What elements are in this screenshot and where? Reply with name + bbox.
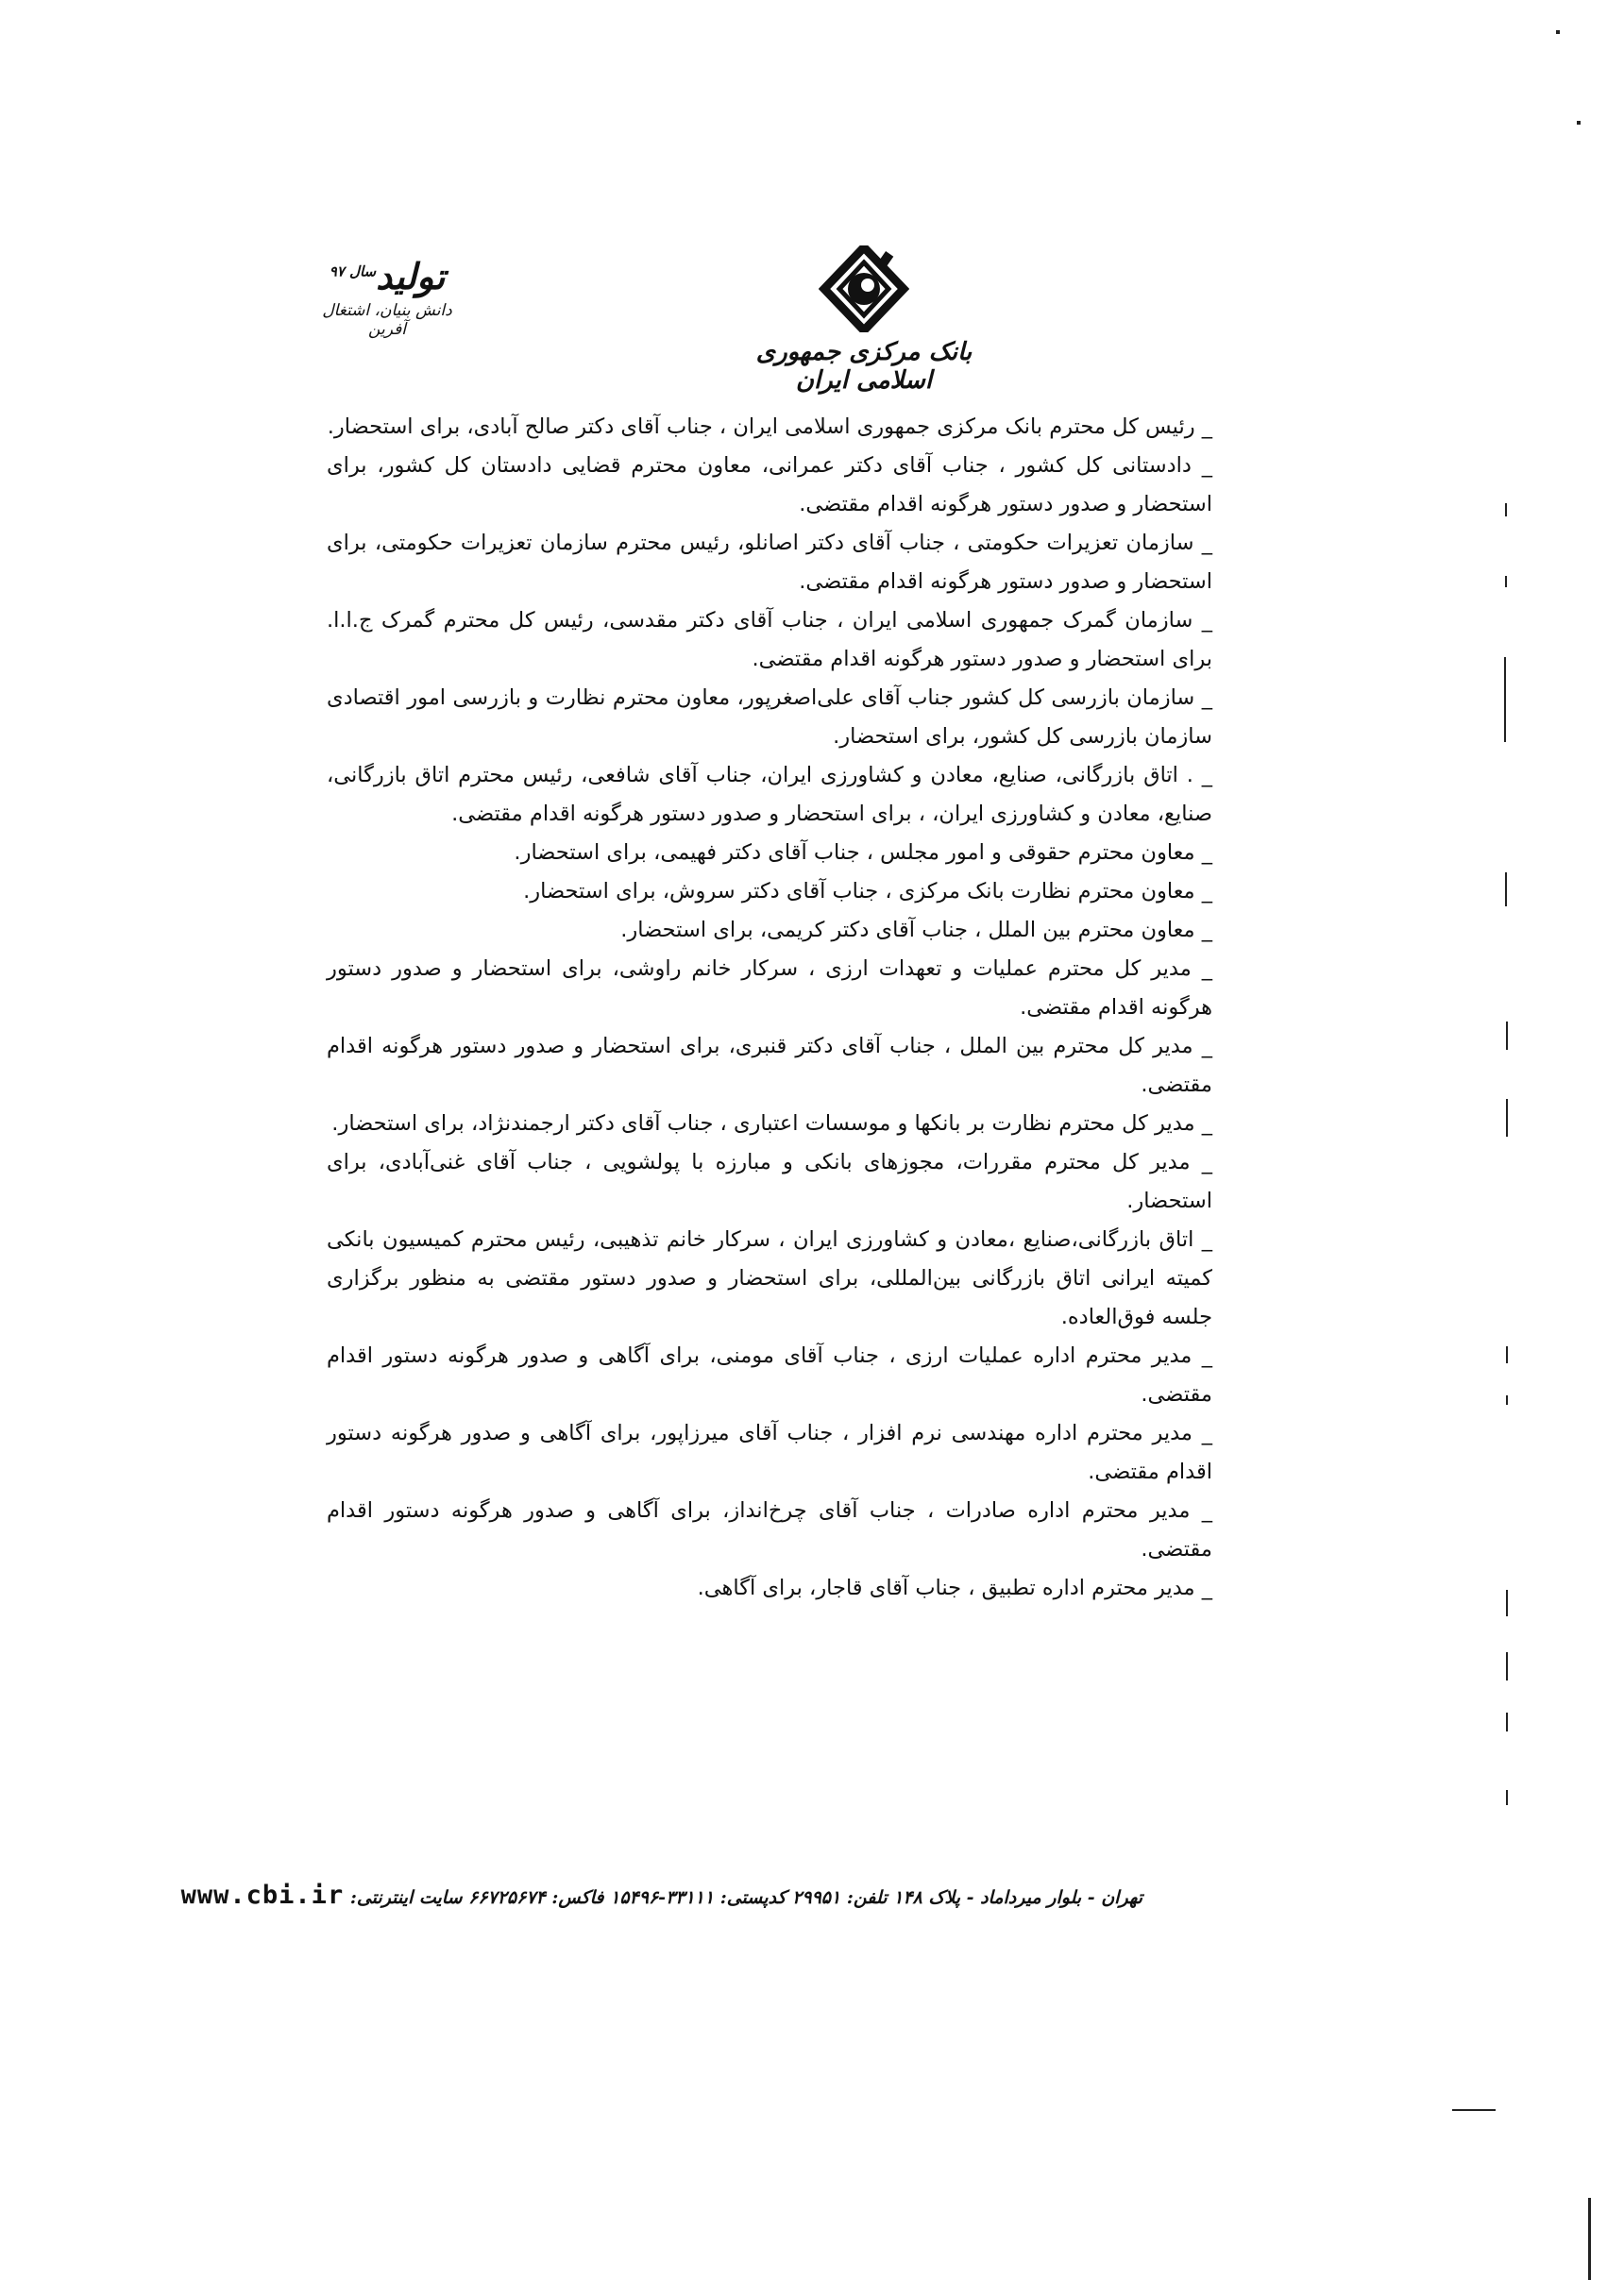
scan-mark [1506,1790,1508,1805]
list-item: _ مدیر محترم اداره عملیات ارزی ، جناب آقای مومنی، برای آگاهی و صدور هرگونه دستور اقدام مقتضی. [327,1343,1212,1407]
slogan-year: سال ۹۷ [329,262,377,280]
list-item: _ مدیر محترم اداره تطبیق ، جناب آقای قاجار، برای آگاهی. [697,1576,1212,1600]
scan-mark [1577,121,1581,125]
scan-mark [1505,872,1507,906]
scan-mark [1506,1022,1508,1050]
slogan-subtitle: دانش بنیان، اشتغال آفرین [322,301,452,339]
scan-mark [1506,1346,1508,1363]
slogan-title: تولید$^{سال ۹۷}$ [329,255,446,297]
list-item: _ اتاق بازرگانی،صنایع ،معادن و کشاورزی ایران ، سرکار خانم تذهیبی، رئیس محترم کمیسیون بانکی کمیته ایرانی اتاق بازرگانی بین‌المللی، برای استحضار و صدور دستور مقتضی به منظور برگزاری جلسه فوق‌العاده. [327,1227,1212,1329]
footer-website: www.cbi.ir [180,1881,345,1910]
letter-footer [180,1881,1142,1910]
list-item: _ مدیر محترم اداره صادرات ، جناب آقای چرخ‌انداز، برای آگاهی و صدور هرگونه دستور اقدام مقتضی. [327,1498,1212,1562]
list-item: _ رئیس کل محترم بانک مرکزی جمهوری اسلامی ایران ، جناب آقای دکتر صالح آبادی، برای استحضار. [327,414,1212,439]
scan-mark [1504,657,1506,742]
scan-mark [1506,1099,1508,1137]
list-item: _ دادستانی کل کشور ، جناب آقای دکتر عمرانی، معاون محترم قضایی دادستان کل کشور، برای استحضار و صدور دستور هرگونه اقدام مقتضی. [327,453,1212,516]
bank-emblem-icon [819,245,909,332]
scan-mark [1506,1395,1508,1405]
scan-mark [1505,576,1507,587]
list-item: _ معاون محترم حقوقی و امور مجلس ، جناب آقای دکتر فهیمی، برای استحضار. [514,840,1212,865]
list-item: _ معاون محترم نظارت بانک مرکزی ، جناب آقای دکتر سروش، برای استحضار. [523,879,1212,904]
list-item: _ مدیر کل محترم بین الملل ، جناب آقای دکتر قنبری، برای استحضار و صدور دستور هرگونه اقدام مقتضی. [327,1034,1212,1097]
bank-logo [718,245,1010,395]
list-item: _ مدیر محترم اداره مهندسی نرم افزار ، جناب آقای میرزاپور، برای آگاهی و صدور هرگونه دستور اقدام مقتضی. [327,1421,1212,1484]
list-item: _ معاون محترم بین الملل ، جناب آقای دکتر کریمی، برای استحضار. [620,918,1212,942]
list-item: _ . اتاق بازرگانی، صنایع، معادن و کشاورزی ایران، جناب آقای شافعی، رئیس محترم اتاق بازرگانی، صنایع، معادن و کشاورزی ایران، ، برای استحضار و صدور دستور هرگونه اقدام مقتضی. [327,763,1212,826]
list-item: _ مدیر کل محترم مقررات، مجوزهای بانکی و مبارزه با پولشویی ، جناب آقای غنی‌آبادی، برای استحضار. [327,1150,1212,1213]
scan-mark [1506,1652,1508,1680]
list-item: _ مدیر کل محترم عملیات و تعهدات ارزی ، سرکار خانم راوشی، برای استحضار و صدور دستور هرگونه اقدام مقتضی. [327,956,1212,1020]
list-item: _ سازمان گمرک جمهوری اسلامی ایران ، جناب آقای دکتر مقدسی، رئیس کل محترم گمرک ج.ا.ا. برای استحضار و صدور دستور هرگونه اقدام مقتضی. [327,608,1212,671]
footer-address: تهران - بلوار میرداماد - پلاک ۱۴۸ تلفن: ۲۹۹۵۱ کدپستی: ۳۳۱۱۱-۱۵۴۹۶ فاکس: ۶۶۷۲۵۶۷۴ سایت اینترنتی: [349,1887,1142,1908]
bank-name: بانک مرکزی جمهوری اسلامی ایران [755,338,973,395]
scan-mark [1506,1590,1508,1616]
year-slogan [321,255,453,339]
list-item: _ سازمان بازرسی کل کشور جناب آقای علی‌اصغرپور، معاون محترم نظارت و بازرسی امور اقتصادی سازمان بازرسی کل کشور، برای استحضار. [327,685,1212,749]
list-item: _ مدیر کل محترم نظارت بر بانکها و موسسات اعتباری ، جناب آقای دکتر ارجمندنژاد، برای استحضار. [331,1111,1212,1136]
scan-mark [1506,1713,1508,1731]
scan-mark [1505,503,1507,516]
scan-mark [1556,30,1560,34]
recipient-list [327,408,1212,1608]
scan-mark [1452,2109,1496,2111]
list-item: _ سازمان تعزیرات حکومتی ، جناب آقای دکتر اصانلو، رئیس محترم سازمان تعزیرات حکومتی، برای استحضار و صدور دستور هرگونه اقدام مقتضی. [327,531,1212,594]
letter-header [321,236,1209,397]
scan-mark [1588,2198,1591,2280]
